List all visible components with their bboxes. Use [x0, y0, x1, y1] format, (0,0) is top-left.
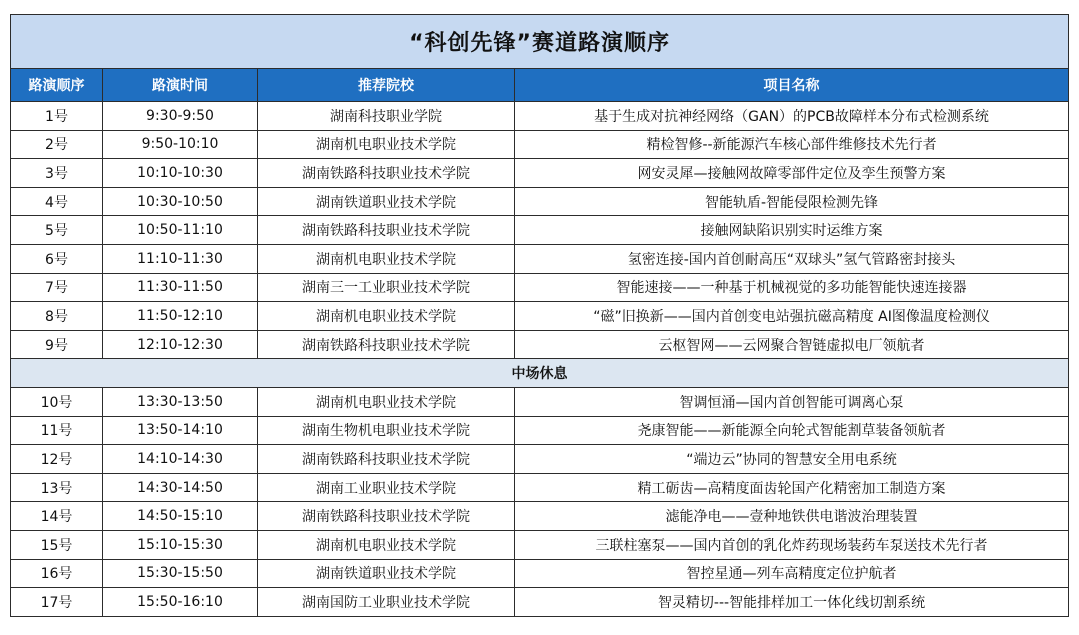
cell-school: 湖南机电职业技术学院	[258, 244, 515, 273]
cell-project: 网安灵犀—接触网故障零部件定位及孪生预警方案	[515, 159, 1069, 188]
cell-school: 湖南铁路科技职业技术学院	[258, 445, 515, 474]
table-row	[11, 387, 1069, 416]
cell-order: 17号	[11, 588, 103, 617]
cell-time: 11:30-11:50	[103, 273, 258, 302]
cell-school: 湖南铁路科技职业技术学院	[258, 330, 515, 359]
cell-project: 氢密连接-国内首创耐高压“双球头”氢气管路密封接头	[515, 244, 1069, 273]
table-row	[11, 273, 1069, 302]
cell-time: 13:50-14:10	[103, 416, 258, 445]
cell-order: 12号	[11, 445, 103, 474]
schedule-table	[10, 14, 1069, 617]
break-row	[11, 359, 1069, 388]
cell-time: 14:50-15:10	[103, 502, 258, 531]
cell-order: 3号	[11, 159, 103, 188]
cell-time: 15:30-15:50	[103, 559, 258, 588]
cell-project: “磁”旧换新——国内首创变电站强抗磁高精度 AI图像温度检测仪	[515, 302, 1069, 331]
cell-school: 湖南机电职业技术学院	[258, 302, 515, 331]
cell-school: 湖南铁道职业技术学院	[258, 559, 515, 588]
cell-project: “端边云”协同的智慧安全用电系统	[515, 445, 1069, 474]
cell-time: 10:50-11:10	[103, 216, 258, 245]
header-row	[11, 69, 1069, 102]
cell-order: 6号	[11, 244, 103, 273]
cell-school: 湖南工业职业技术学院	[258, 473, 515, 502]
cell-time: 10:30-10:50	[103, 187, 258, 216]
cell-school: 湖南三一工业职业技术学院	[258, 273, 515, 302]
table-row	[11, 159, 1069, 188]
table-row	[11, 530, 1069, 559]
cell-time: 11:10-11:30	[103, 244, 258, 273]
cell-time: 13:30-13:50	[103, 387, 258, 416]
cell-project: 尧康智能——新能源全向轮式智能割草装备领航者	[515, 416, 1069, 445]
cell-order: 8号	[11, 302, 103, 331]
table-row	[11, 416, 1069, 445]
table-row	[11, 130, 1069, 159]
cell-order: 13号	[11, 473, 103, 502]
table-row	[11, 445, 1069, 474]
cell-school: 湖南机电职业技术学院	[258, 530, 515, 559]
cell-time: 14:30-14:50	[103, 473, 258, 502]
cell-project: 智能速接——一种基于机械视觉的多功能智能快速连接器	[515, 273, 1069, 302]
cell-school: 湖南铁路科技职业技术学院	[258, 502, 515, 531]
cell-order: 11号	[11, 416, 103, 445]
cell-project: 精工砺齿—高精度面齿轮国产化精密加工制造方案	[515, 473, 1069, 502]
cell-order: 16号	[11, 559, 103, 588]
table-row	[11, 559, 1069, 588]
cell-time: 9:50-10:10	[103, 130, 258, 159]
table-row	[11, 502, 1069, 531]
table-row	[11, 473, 1069, 502]
table-row	[11, 187, 1069, 216]
cell-project: 云枢智网——云网聚合智链虚拟电厂领航者	[515, 330, 1069, 359]
cell-order: 15号	[11, 530, 103, 559]
cell-time: 9:30-9:50	[103, 102, 258, 131]
cell-project: 精检智修--新能源汽车核心部件维修技术先行者	[515, 130, 1069, 159]
schedule-sheet	[10, 14, 1068, 617]
cell-time: 10:10-10:30	[103, 159, 258, 188]
table-row	[11, 216, 1069, 245]
cell-order: 2号	[11, 130, 103, 159]
cell-project: 智控星通—列车高精度定位护航者	[515, 559, 1069, 588]
cell-school: 湖南铁道职业技术学院	[258, 187, 515, 216]
cell-order: 9号	[11, 330, 103, 359]
header-project: 项目名称	[515, 69, 1069, 102]
cell-school: 湖南铁路科技职业技术学院	[258, 159, 515, 188]
cell-time: 15:10-15:30	[103, 530, 258, 559]
cell-project: 三联柱塞泵——国内首创的乳化炸药现场装药车泵送技术先行者	[515, 530, 1069, 559]
cell-order: 4号	[11, 187, 103, 216]
cell-school: 湖南科技职业学院	[258, 102, 515, 131]
cell-project: 滤能净电——壹种地铁供电谐波治理装置	[515, 502, 1069, 531]
table-row	[11, 330, 1069, 359]
cell-order: 5号	[11, 216, 103, 245]
cell-time: 15:50-16:10	[103, 588, 258, 617]
cell-order: 10号	[11, 387, 103, 416]
cell-project: 智灵精切---智能排样加工一体化线切割系统	[515, 588, 1069, 617]
table-row	[11, 588, 1069, 617]
cell-time: 12:10-12:30	[103, 330, 258, 359]
table-row	[11, 302, 1069, 331]
cell-school: 湖南铁路科技职业技术学院	[258, 216, 515, 245]
cell-time: 14:10-14:30	[103, 445, 258, 474]
table-row	[11, 102, 1069, 131]
cell-school: 湖南机电职业技术学院	[258, 130, 515, 159]
table-title: “科创先锋”赛道路演顺序	[11, 15, 1069, 69]
cell-project: 智调恒涌—国内首创智能可调离心泵	[515, 387, 1069, 416]
cell-project: 智能轨盾-智能侵限检测先锋	[515, 187, 1069, 216]
table-row	[11, 244, 1069, 273]
header-time: 路演时间	[103, 69, 258, 102]
cell-school: 湖南国防工业职业技术学院	[258, 588, 515, 617]
header-school: 推荐院校	[258, 69, 515, 102]
header-order: 路演顺序	[11, 69, 103, 102]
cell-project: 接触网缺陷识别实时运维方案	[515, 216, 1069, 245]
break-label: 中场休息	[11, 359, 1069, 388]
cell-school: 湖南机电职业技术学院	[258, 387, 515, 416]
cell-order: 1号	[11, 102, 103, 131]
cell-project: 基于生成对抗神经网络（GAN）的PCB故障样本分布式检测系统	[515, 102, 1069, 131]
cell-order: 14号	[11, 502, 103, 531]
cell-school: 湖南生物机电职业技术学院	[258, 416, 515, 445]
cell-time: 11:50-12:10	[103, 302, 258, 331]
title-row	[11, 15, 1069, 69]
cell-order: 7号	[11, 273, 103, 302]
